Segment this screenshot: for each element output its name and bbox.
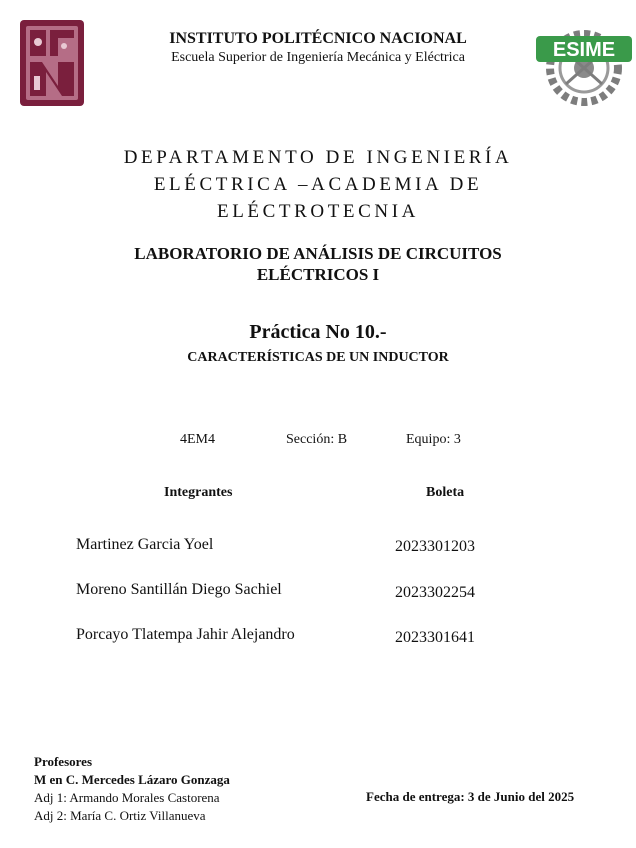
professor-main: M en C. Mercedes Lázaro Gonzaga — [34, 772, 230, 787]
ipn-logo — [18, 16, 86, 110]
member-boleta: 2023301641 — [395, 629, 475, 646]
lab-line-1: LABORATORIO DE ANÁLISIS DE CIRCUITOS — [134, 244, 502, 263]
practice-subtitle: CARACTERÍSTICAS DE UN INDUCTOR — [187, 350, 449, 365]
member-name: Moreno Santillán Diego Sachiel — [76, 581, 282, 598]
member-name: Porcayo Tlatempa Jahir Alejandro — [76, 626, 295, 643]
esime-logo-text: ESIME — [552, 39, 616, 61]
professor-adj-1: Adj 1: Armando Morales Castorena — [34, 790, 220, 805]
member-boleta: 2023302254 — [395, 584, 475, 601]
institution-name: INSTITUTO POLITÉCNICO NACIONAL — [169, 30, 467, 47]
professor-adj-2: Adj 2: María C. Ortiz Villanueva — [34, 808, 206, 823]
member-name: Martinez Garcia Yoel — [76, 536, 214, 553]
boleta-header: Boleta — [426, 485, 465, 500]
lab-title — [60, 243, 576, 285]
members-header: Integrantes — [164, 485, 233, 500]
school-name: Escuela Superior de Ingeniería Mecánica y Eléctrica — [171, 50, 465, 65]
group-code: 4EM4 — [180, 432, 215, 447]
department-line-3: ELÉCTROTECNIA — [217, 201, 419, 222]
department-title — [60, 144, 576, 225]
professors-heading: Profesores — [34, 754, 92, 769]
esime-logo — [536, 22, 632, 108]
practice-title: Práctica No 10.- — [249, 321, 387, 343]
professors-section — [34, 753, 230, 825]
department-line-1: DEPARTAMENTO DE INGENIERÍA — [123, 147, 513, 168]
lab-line-2: ELÉCTRICOS I — [256, 265, 380, 284]
department-line-2: ELÉCTRICA –ACADEMIA DE — [153, 174, 483, 195]
team-label: Equipo: 3 — [406, 432, 461, 447]
delivery-date: Fecha de entrega: 3 de Junio del 2025 — [366, 789, 575, 804]
member-boleta: 2023301203 — [395, 538, 475, 555]
section-label: Sección: B — [286, 432, 348, 447]
